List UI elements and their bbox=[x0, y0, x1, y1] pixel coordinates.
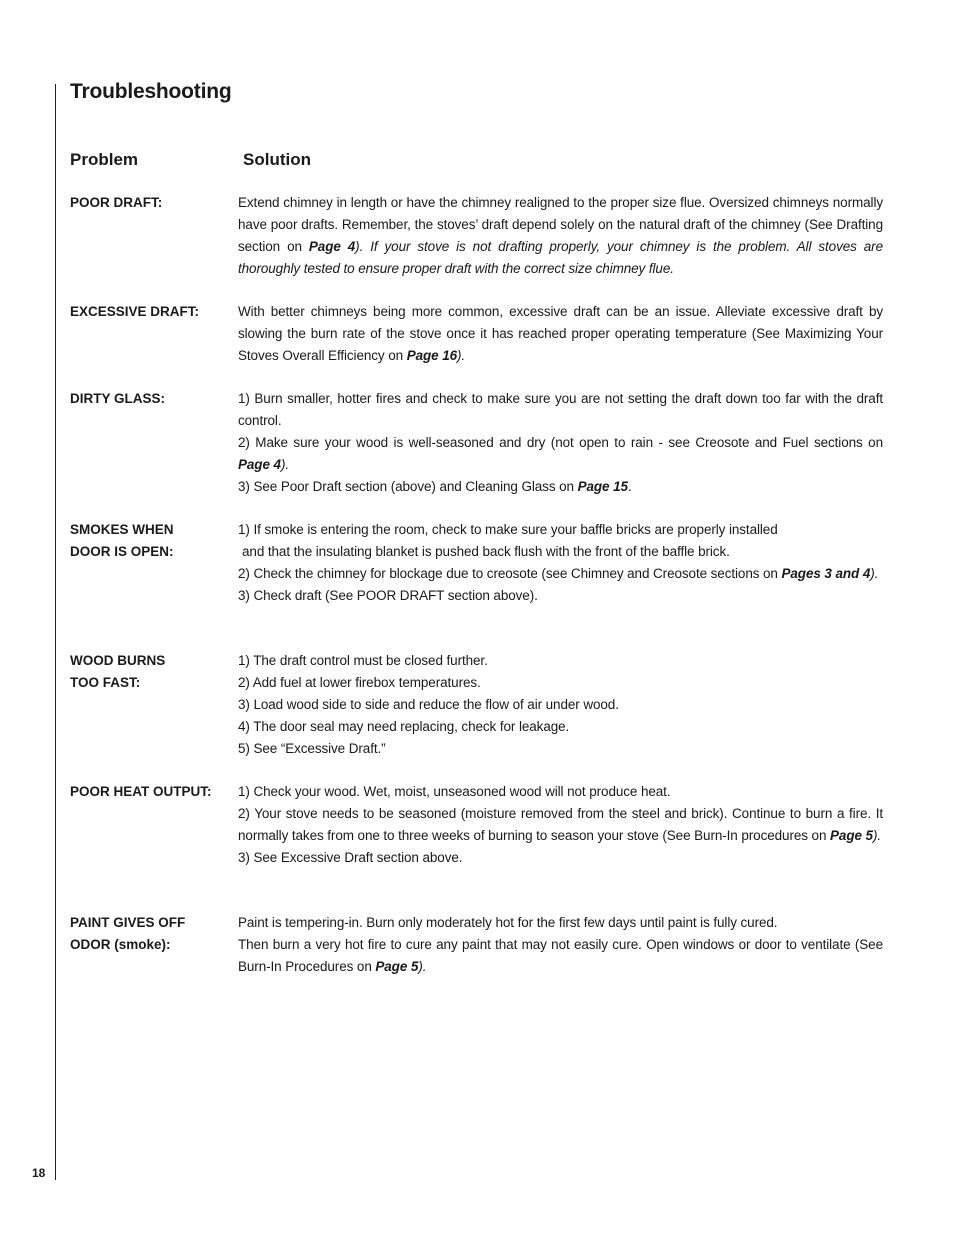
problem-label: POOR HEAT OUTPUT: bbox=[70, 784, 212, 799]
page-title: Troubleshooting bbox=[70, 80, 232, 103]
page-reference: Page 4 bbox=[238, 457, 281, 472]
page-reference: Page 5 bbox=[375, 959, 419, 974]
problem-label: EXCESSIVE DRAFT: bbox=[70, 304, 200, 319]
problem-label: PAINT GIVES OFF ODOR (smoke): bbox=[70, 915, 186, 952]
page-reference: Pages 3 and 4 bbox=[781, 566, 871, 581]
solution-text: Paint is tempering-in. Burn only moderately hot for the first few days until paint is fully cured. Then burn a very hot fire to cure any paint that may not easily cure. Open windows or door to ventilate (See Burn-In Procedures on Page 5). bbox=[238, 915, 883, 974]
page-reference: Page 5 bbox=[830, 828, 873, 843]
solution-text: With better chimneys being more common, excessive draft can be an issue. Alleviate excessive draft by slowing the burn rate of the stove once it has reached proper operating temperature (See Maximizing Your Stoves Overall Efficiency on Page 16). bbox=[238, 304, 883, 363]
problem-label: SMOKES WHEN DOOR IS OPEN: bbox=[70, 522, 174, 559]
solution-text: 1) The draft control must be closed further. 2) Add fuel at lower firebox temperatures. 3) Load wood side to side and reduce the flow of air under wood. 4) The door seal may need replacing, check for leakage. 5) See “Excessive Draft.” bbox=[238, 653, 619, 756]
page-reference: Page 15 bbox=[577, 479, 628, 494]
solution-text: Extend chimney in length or have the chimney realigned to the proper size flue. Oversized chimneys normally have poor drafts. Remember, the stoves’ draft depend solely on the natural draft of the chimney (See Drafting section on Page 4). If your stove is not drafting properly, your chimney is the problem. All stoves are thoroughly tested to ensure proper draft with the correct size chimney flue. bbox=[238, 195, 883, 276]
solution-text: 1) Check your wood. Wet, moist, unseasoned wood will not produce heat. 2) Your stove needs to be seasoned (moisture removed from the steel and brick). Continue to burn a fire. It normally takes from one to three weeks of burning to season your stove (See Burn-In procedures on Page 5). 3) See Excessive Draft section above. bbox=[238, 784, 883, 865]
solution-text: 1) Burn smaller, hotter fires and check to make sure you are not setting the draft down too far with the draft control. 2) Make sure your wood is well-seasoned and dry (not open to rain - see Creosote and Fuel sections on Page 4). 3) See Poor Draft section (above) and Cleaning Glass on Page 15. bbox=[238, 391, 883, 494]
page-number: 18 bbox=[32, 1166, 46, 1180]
solution-text: 1) If smoke is entering the room, check to make sure your baffle bricks are properly installed and that the insulating blanket is pushed back flush with the front of the baffle brick. 2) Check the chimney for blockage due to creosote (see Chimney and Creosote sections on Pages 3 and 4). 3) Check draft (See POOR DRAFT section above). bbox=[238, 522, 879, 603]
margin-rule bbox=[55, 84, 56, 1180]
problem-label: DIRTY GLASS: bbox=[70, 391, 166, 406]
page-reference: Page 4 bbox=[308, 239, 356, 254]
problem-label: POOR DRAFT: bbox=[70, 195, 163, 210]
column-header-solution: Solution bbox=[243, 150, 311, 169]
problem-label: WOOD BURNS TOO FAST: bbox=[70, 653, 166, 690]
column-header-problem: Problem bbox=[70, 150, 139, 169]
page-reference: Page 16 bbox=[406, 348, 458, 363]
